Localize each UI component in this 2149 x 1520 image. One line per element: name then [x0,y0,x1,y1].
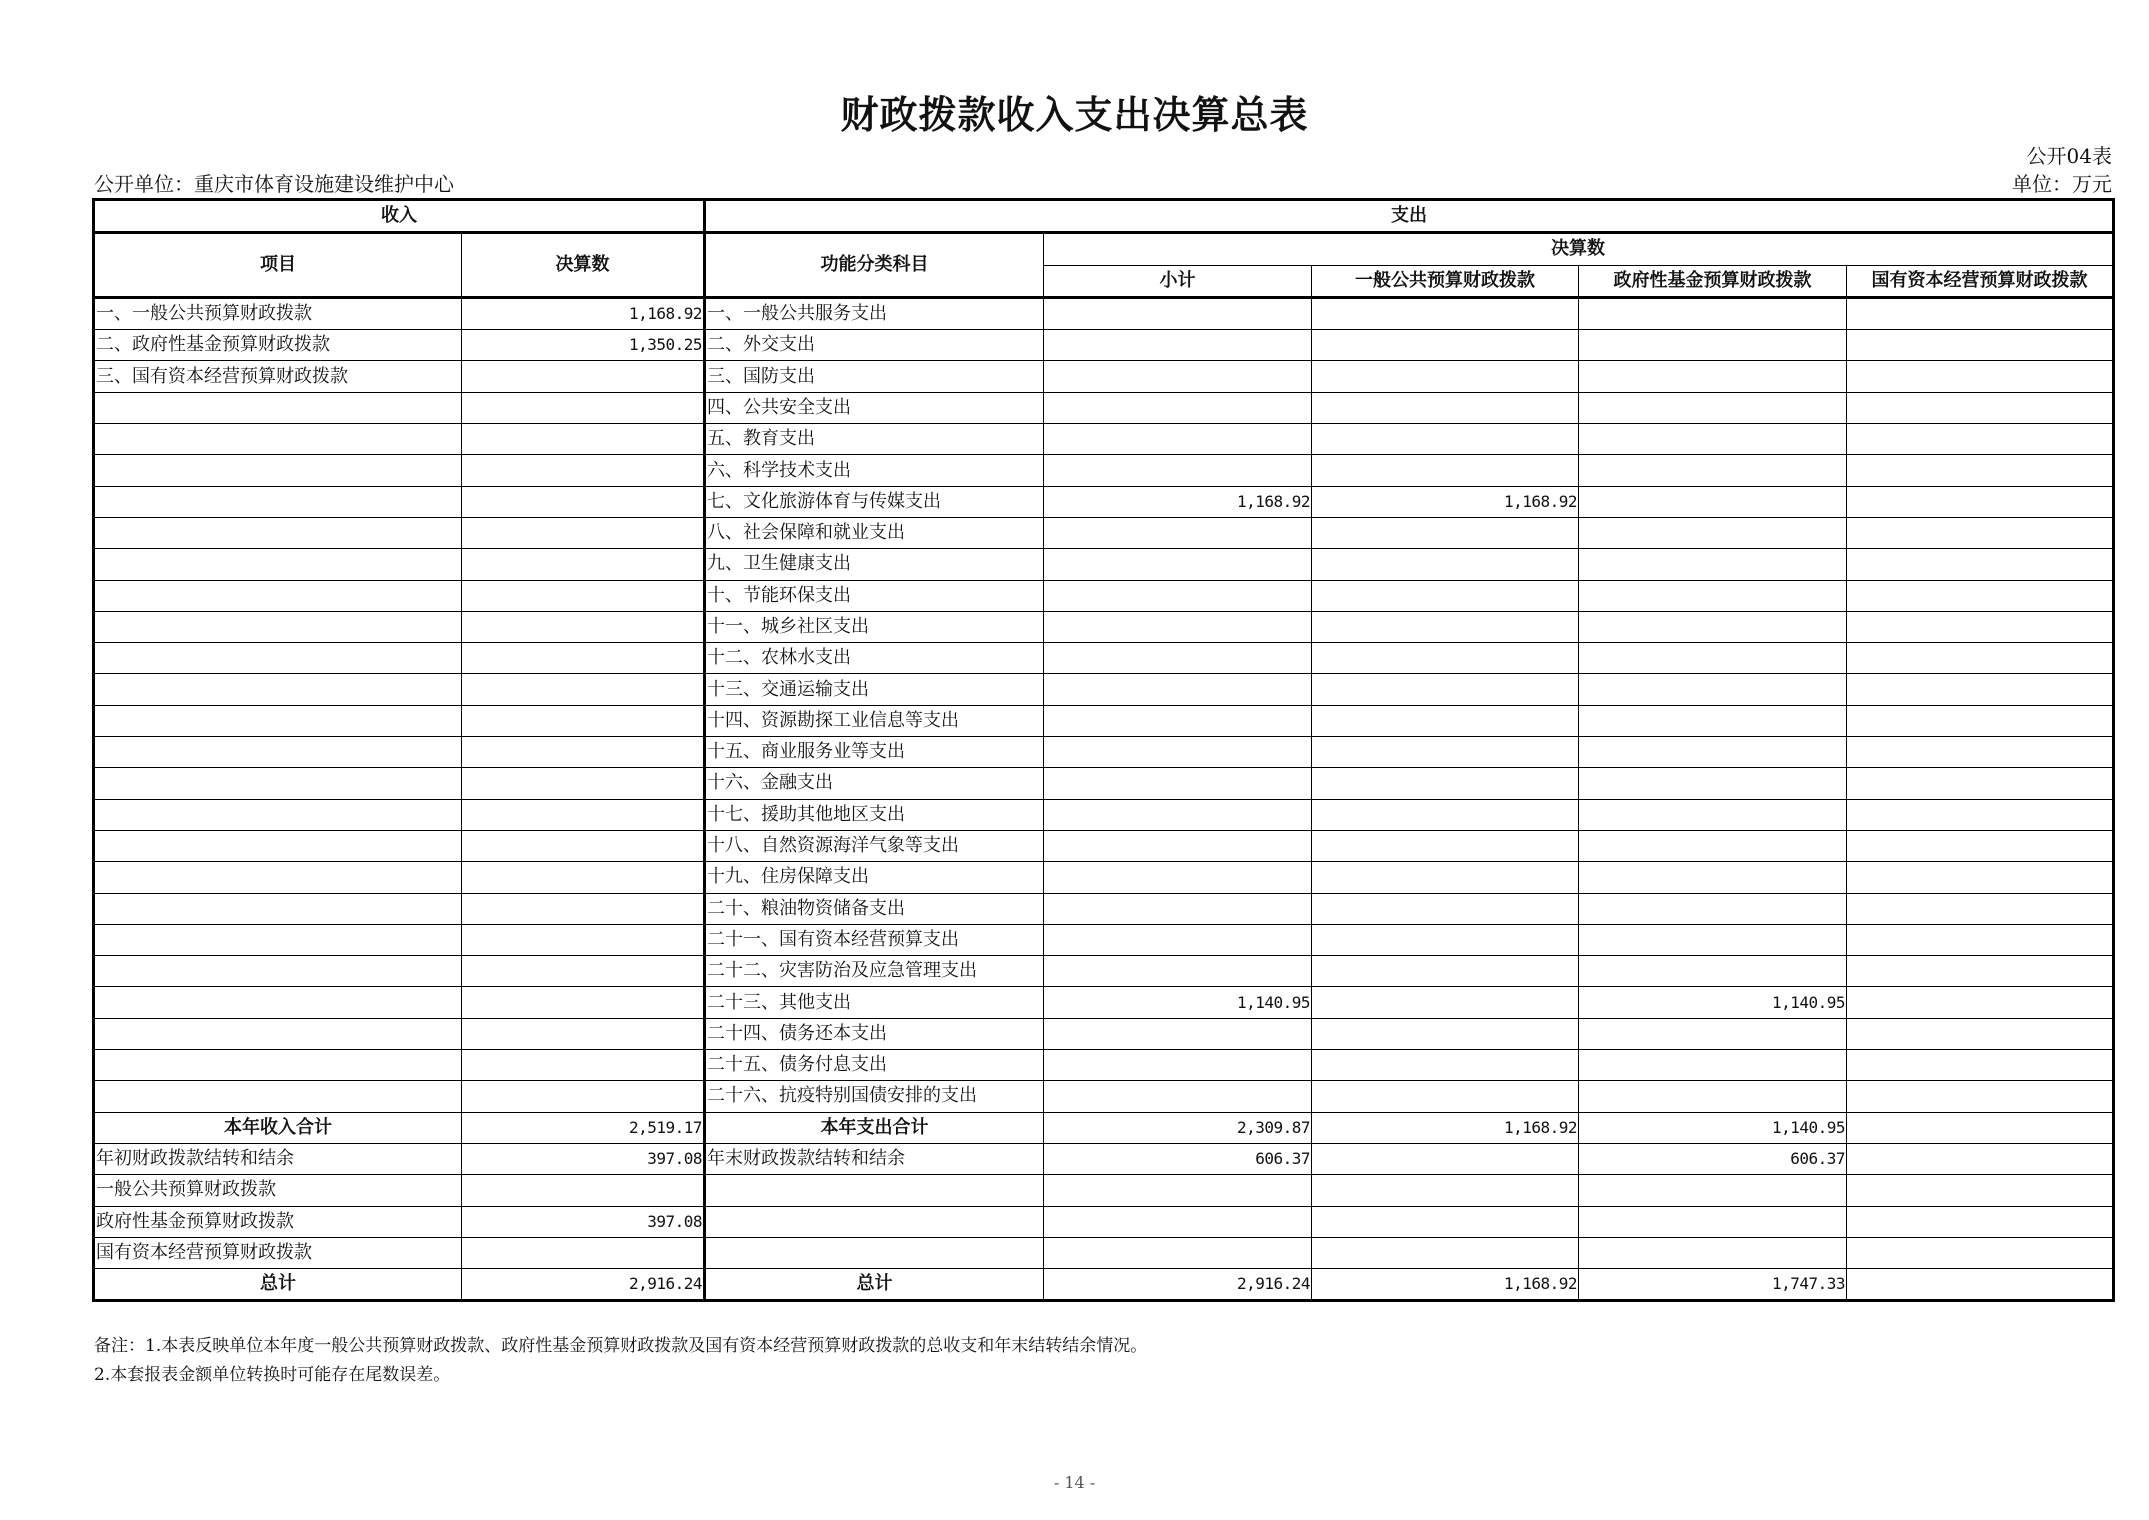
exp-fund-budget [1579,830,1847,861]
income-item [94,705,462,736]
exp-subtotal [1044,517,1312,548]
exp-general-budget [1312,297,1579,329]
exp-capital-budget [1847,330,2114,361]
exp-general-budget [1312,862,1579,893]
income-item [94,893,462,924]
exp-fund-budget [1579,1081,1847,1112]
income-amount [462,486,705,517]
carryover-detail-row [94,1206,2114,1237]
table-row [94,1050,2114,1081]
annual-total-row-exp-label: 本年支出合计 [705,1112,1044,1143]
exp-subtotal [1044,392,1312,423]
carryover-detail-amount: 397.08 [462,1206,705,1237]
exp-capital-budget [1847,549,2114,580]
expenditure-item: 十二、农林水支出 [705,643,1044,674]
exp-general-budget [1312,361,1579,392]
empty-cell [1312,1237,1579,1268]
income-item [94,862,462,893]
exp-general-budget [1312,893,1579,924]
exp-general-budget [1312,737,1579,768]
exp-general-budget [1312,1081,1579,1112]
carryover-detail-label: 一般公共预算财政拨款 [94,1175,462,1206]
expenditure-item: 二十二、灾害防治及应急管理支出 [705,956,1044,987]
income-header: 收入 [94,200,705,233]
exp-subtotal [1044,643,1312,674]
exp-fund-budget [1579,330,1847,361]
expenditure-item: 二十四、债务还本支出 [705,1018,1044,1049]
carryover-detail-row [94,1237,2114,1268]
table-row [94,862,2114,893]
empty-cell [1312,1175,1579,1206]
income-item [94,643,462,674]
income-amount [462,643,705,674]
table-row [94,361,2114,392]
income-amount [462,893,705,924]
exp-capital-budget [1847,361,2114,392]
income-amount: 1,350.25 [462,330,705,361]
table-row [94,830,2114,861]
income-amount [462,1050,705,1081]
income-item [94,611,462,642]
income-item [94,987,462,1018]
exp-fund-budget [1579,737,1847,768]
expenditure-item: 二十六、抗疫特别国债安排的支出 [705,1081,1044,1112]
table-row [94,987,2114,1018]
exp-general-budget [1312,455,1579,486]
exp-capital-budget [1847,893,2114,924]
income-item [94,830,462,861]
exp-fund-budget [1579,424,1847,455]
exp-general-budget [1312,705,1579,736]
finance-table [92,198,2115,1302]
annual-total-row-capital [1847,1112,2114,1143]
expenditure-item: 十四、资源勘探工业信息等支出 [705,705,1044,736]
exp-general-budget [1312,611,1579,642]
expenditure-item: 九、卫生健康支出 [705,549,1044,580]
exp-general-budget [1312,549,1579,580]
exp-capital-budget [1847,297,2114,329]
subtotal-header: 小计 [1044,265,1312,297]
exp-subtotal [1044,330,1312,361]
expenditure-item: 五、教育支出 [705,424,1044,455]
exp-fund-budget [1579,517,1847,548]
expenditure-item: 十五、商业服务业等支出 [705,737,1044,768]
exp-subtotal [1044,611,1312,642]
table-row [94,486,2114,517]
exp-capital-budget [1847,705,2114,736]
income-amount [462,862,705,893]
income-amount [462,455,705,486]
income-item [94,1081,462,1112]
table-row [94,392,2114,423]
exp-subtotal [1044,893,1312,924]
exp-capital-budget [1847,924,2114,955]
exp-subtotal [1044,674,1312,705]
table-row [94,580,2114,611]
table-row [94,737,2114,768]
table-row [94,517,2114,548]
page-number: - 14 - [1053,1473,1096,1492]
exp-capital-budget [1847,987,2114,1018]
carryover-detail-amount [462,1175,705,1206]
table-row [94,674,2114,705]
empty-cell [705,1206,1044,1237]
empty-cell [1312,1206,1579,1237]
exp-subtotal: 1,140.95 [1044,987,1312,1018]
table-row [94,705,2114,736]
exp-general-budget [1312,517,1579,548]
exp-general-budget [1312,674,1579,705]
exp-subtotal: 1,168.92 [1044,486,1312,517]
expenditure-item: 四、公共安全支出 [705,392,1044,423]
exp-general-budget [1312,768,1579,799]
expenditure-item: 十三、交通运输支出 [705,674,1044,705]
exp-fund-budget [1579,768,1847,799]
expenditure-item: 一、一般公共服务支出 [705,297,1044,329]
exp-subtotal [1044,361,1312,392]
exp-capital-budget [1847,1081,2114,1112]
table-row [94,330,2114,361]
exp-fund-budget [1579,392,1847,423]
exp-capital-budget [1847,611,2114,642]
income-item: 三、国有资本经营预算财政拨款 [94,361,462,392]
grand-total-row-general: 1,168.92 [1312,1269,1579,1301]
exp-general-budget [1312,392,1579,423]
expenditure-item: 十六、金融支出 [705,768,1044,799]
exp-subtotal [1044,830,1312,861]
exp-fund-budget [1579,924,1847,955]
exp-general-budget [1312,987,1579,1018]
exp-general-budget [1312,643,1579,674]
exp-capital-budget [1847,674,2114,705]
carryover-row-subtotal: 606.37 [1044,1143,1312,1174]
exp-subtotal [1044,1018,1312,1049]
table-row [94,956,2114,987]
exp-fund-budget [1579,580,1847,611]
income-item [94,768,462,799]
expenditure-item: 二十五、债务付息支出 [705,1050,1044,1081]
income-item [94,549,462,580]
exp-subtotal [1044,549,1312,580]
income-amount [462,705,705,736]
grand-total-row-subtotal: 2,916.24 [1044,1269,1312,1301]
fund-budget-header: 政府性基金预算财政拨款 [1579,265,1847,297]
exp-general-budget [1312,424,1579,455]
empty-cell [1044,1237,1312,1268]
exp-fund-budget [1579,455,1847,486]
expenditure-item: 十九、住房保障支出 [705,862,1044,893]
income-item [94,455,462,486]
exp-fund-budget [1579,862,1847,893]
exp-general-budget [1312,924,1579,955]
empty-cell [1847,1206,2114,1237]
empty-cell [1847,1175,2114,1206]
income-amount [462,987,705,1018]
exp-subtotal [1044,768,1312,799]
annual-total-row-general: 1,168.92 [1312,1112,1579,1143]
exp-fund-budget [1579,486,1847,517]
expenditure-item: 十八、自然资源海洋气象等支出 [705,830,1044,861]
carryover-row [94,1143,2114,1174]
grand-total-row-exp-label: 总计 [705,1269,1044,1301]
income-amount [462,674,705,705]
table-row [94,297,2114,329]
exp-general-budget: 1,168.92 [1312,486,1579,517]
empty-cell [705,1237,1044,1268]
empty-cell [1579,1206,1847,1237]
carryover-row-general [1312,1143,1579,1174]
expenditure-item: 十七、援助其他地区支出 [705,799,1044,830]
table-code: 公开04表 [2026,144,2112,168]
exp-fund-budget [1579,1018,1847,1049]
income-item [94,392,462,423]
exp-general-budget [1312,580,1579,611]
reporting-unit: 公开单位：重庆市体育设施建设维护中心 [94,172,454,196]
item-header: 项目 [94,233,462,298]
income-amount [462,424,705,455]
table-row [94,455,2114,486]
grand-total-row-fund: 1,747.33 [1579,1269,1847,1301]
exp-subtotal [1044,1081,1312,1112]
exp-capital-budget [1847,517,2114,548]
grand-total-row-income-amount: 2,916.24 [462,1269,705,1301]
exp-capital-budget [1847,455,2114,486]
exp-capital-budget [1847,862,2114,893]
grand-total-row-income-label: 总计 [94,1269,462,1301]
exp-subtotal [1044,580,1312,611]
income-amount [462,956,705,987]
exp-capital-budget [1847,737,2114,768]
income-amount [462,361,705,392]
income-item [94,1018,462,1049]
exp-fund-budget [1579,893,1847,924]
table-row [94,643,2114,674]
income-amount [462,549,705,580]
income-item: 一、一般公共预算财政拨款 [94,297,462,329]
income-amount [462,517,705,548]
exp-subtotal [1044,799,1312,830]
annual-total-row-income-amount: 2,519.17 [462,1112,705,1143]
income-item [94,1050,462,1081]
income-item [94,737,462,768]
currency-unit: 单位：万元 [2012,172,2112,196]
exp-subtotal [1044,862,1312,893]
expenditure-item: 二、外交支出 [705,330,1044,361]
income-amount [462,924,705,955]
exp-fund-budget [1579,643,1847,674]
income-amount [462,1081,705,1112]
income-item [94,580,462,611]
expenditure-header: 支出 [705,200,2114,233]
exp-general-budget [1312,799,1579,830]
expenditure-item: 二十三、其他支出 [705,987,1044,1018]
table-row [94,924,2114,955]
exp-capital-budget [1847,486,2114,517]
income-item [94,517,462,548]
exp-subtotal [1044,924,1312,955]
exp-fund-budget [1579,956,1847,987]
exp-capital-budget [1847,830,2114,861]
expenditure-item: 六、科学技术支出 [705,455,1044,486]
empty-cell [1044,1175,1312,1206]
annual-total-row-fund: 1,140.95 [1579,1112,1847,1143]
exp-general-budget [1312,1050,1579,1081]
exp-subtotal [1044,455,1312,486]
exp-fund-budget [1579,297,1847,329]
carryover-row-fund: 606.37 [1579,1143,1847,1174]
income-amount [462,830,705,861]
exp-general-budget [1312,1018,1579,1049]
income-item [94,424,462,455]
exp-fund-budget [1579,1050,1847,1081]
exp-fund-budget: 1,140.95 [1579,987,1847,1018]
income-amount [462,392,705,423]
exp-fund-budget [1579,549,1847,580]
page-title: 财政拨款收入支出决算总表 [840,93,1309,137]
annual-total-row-income-label: 本年收入合计 [94,1112,462,1143]
exp-fund-budget [1579,611,1847,642]
capital-budget-header: 国有资本经营预算财政拨款 [1847,265,2114,297]
exp-general-budget [1312,330,1579,361]
empty-cell [1847,1237,2114,1268]
carryover-row-income-amount: 397.08 [462,1143,705,1174]
empty-cell [705,1175,1044,1206]
empty-cell [1579,1175,1847,1206]
expenditure-item: 三、国防支出 [705,361,1044,392]
table-row [94,1018,2114,1049]
exp-capital-budget [1847,424,2114,455]
table-row [94,1081,2114,1112]
exp-capital-budget [1847,580,2114,611]
grand-total-row-capital [1847,1269,2114,1301]
income-item [94,956,462,987]
exp-final-amount-header: 决算数 [1044,233,2114,265]
expenditure-item: 二十、粮油物资储备支出 [705,893,1044,924]
income-amount [462,768,705,799]
carryover-detail-label: 政府性基金预算财政拨款 [94,1206,462,1237]
expenditure-item: 二十一、国有资本经营预算支出 [705,924,1044,955]
carryover-detail-label: 国有资本经营预算财政拨款 [94,1237,462,1268]
exp-capital-budget [1847,392,2114,423]
exp-capital-budget [1847,643,2114,674]
income-item [94,486,462,517]
expenditure-item: 十一、城乡社区支出 [705,611,1044,642]
exp-fund-budget [1579,674,1847,705]
exp-capital-budget [1847,768,2114,799]
exp-fund-budget [1579,799,1847,830]
exp-fund-budget [1579,361,1847,392]
exp-subtotal [1044,737,1312,768]
income-amount: 1,168.92 [462,297,705,329]
annual-total-row-subtotal: 2,309.87 [1044,1112,1312,1143]
exp-subtotal [1044,424,1312,455]
exp-subtotal [1044,1050,1312,1081]
carryover-row-income-label: 年初财政拨款结转和结余 [94,1143,462,1174]
carryover-row-capital [1847,1143,2114,1174]
grand-total-row [94,1269,2114,1301]
exp-general-budget [1312,956,1579,987]
exp-capital-budget [1847,1018,2114,1049]
table-row [94,893,2114,924]
note-2: 2.本套报表金额单位转换时可能存在尾数误差。 [94,1365,451,1385]
empty-cell [1044,1206,1312,1237]
income-amount [462,799,705,830]
annual-total-row [94,1112,2114,1143]
table-row [94,549,2114,580]
empty-cell [1579,1237,1847,1268]
income-item: 二、政府性基金预算财政拨款 [94,330,462,361]
income-amount [462,580,705,611]
carryover-detail-row [94,1175,2114,1206]
carryover-detail-amount [462,1237,705,1268]
final-amount-header: 决算数 [462,233,705,298]
income-item [94,924,462,955]
exp-capital-budget [1847,799,2114,830]
expenditure-item: 七、文化旅游体育与传媒支出 [705,486,1044,517]
income-item [94,674,462,705]
expenditure-item: 十、节能环保支出 [705,580,1044,611]
exp-general-budget [1312,830,1579,861]
income-amount [462,611,705,642]
exp-fund-budget [1579,705,1847,736]
carryover-row-exp-label: 年末财政拨款结转和结余 [705,1143,1044,1174]
exp-subtotal [1044,705,1312,736]
income-amount [462,1018,705,1049]
table-row [94,799,2114,830]
table-row [94,611,2114,642]
note-1: 备注：1.本表反映单位本年度一般公共预算财政拨款、政府性基金预算财政拨款及国有资本经营预算财政拨款的总收支和年末结转结余情况。 [94,1336,1148,1356]
income-amount [462,737,705,768]
table-row [94,424,2114,455]
exp-capital-budget [1847,1050,2114,1081]
expenditure-item: 八、社会保障和就业支出 [705,517,1044,548]
exp-subtotal [1044,297,1312,329]
exp-capital-budget [1847,956,2114,987]
function-category-header: 功能分类科目 [705,233,1044,298]
exp-subtotal [1044,956,1312,987]
income-item [94,799,462,830]
table-row [94,768,2114,799]
general-budget-header: 一般公共预算财政拨款 [1312,265,1579,297]
